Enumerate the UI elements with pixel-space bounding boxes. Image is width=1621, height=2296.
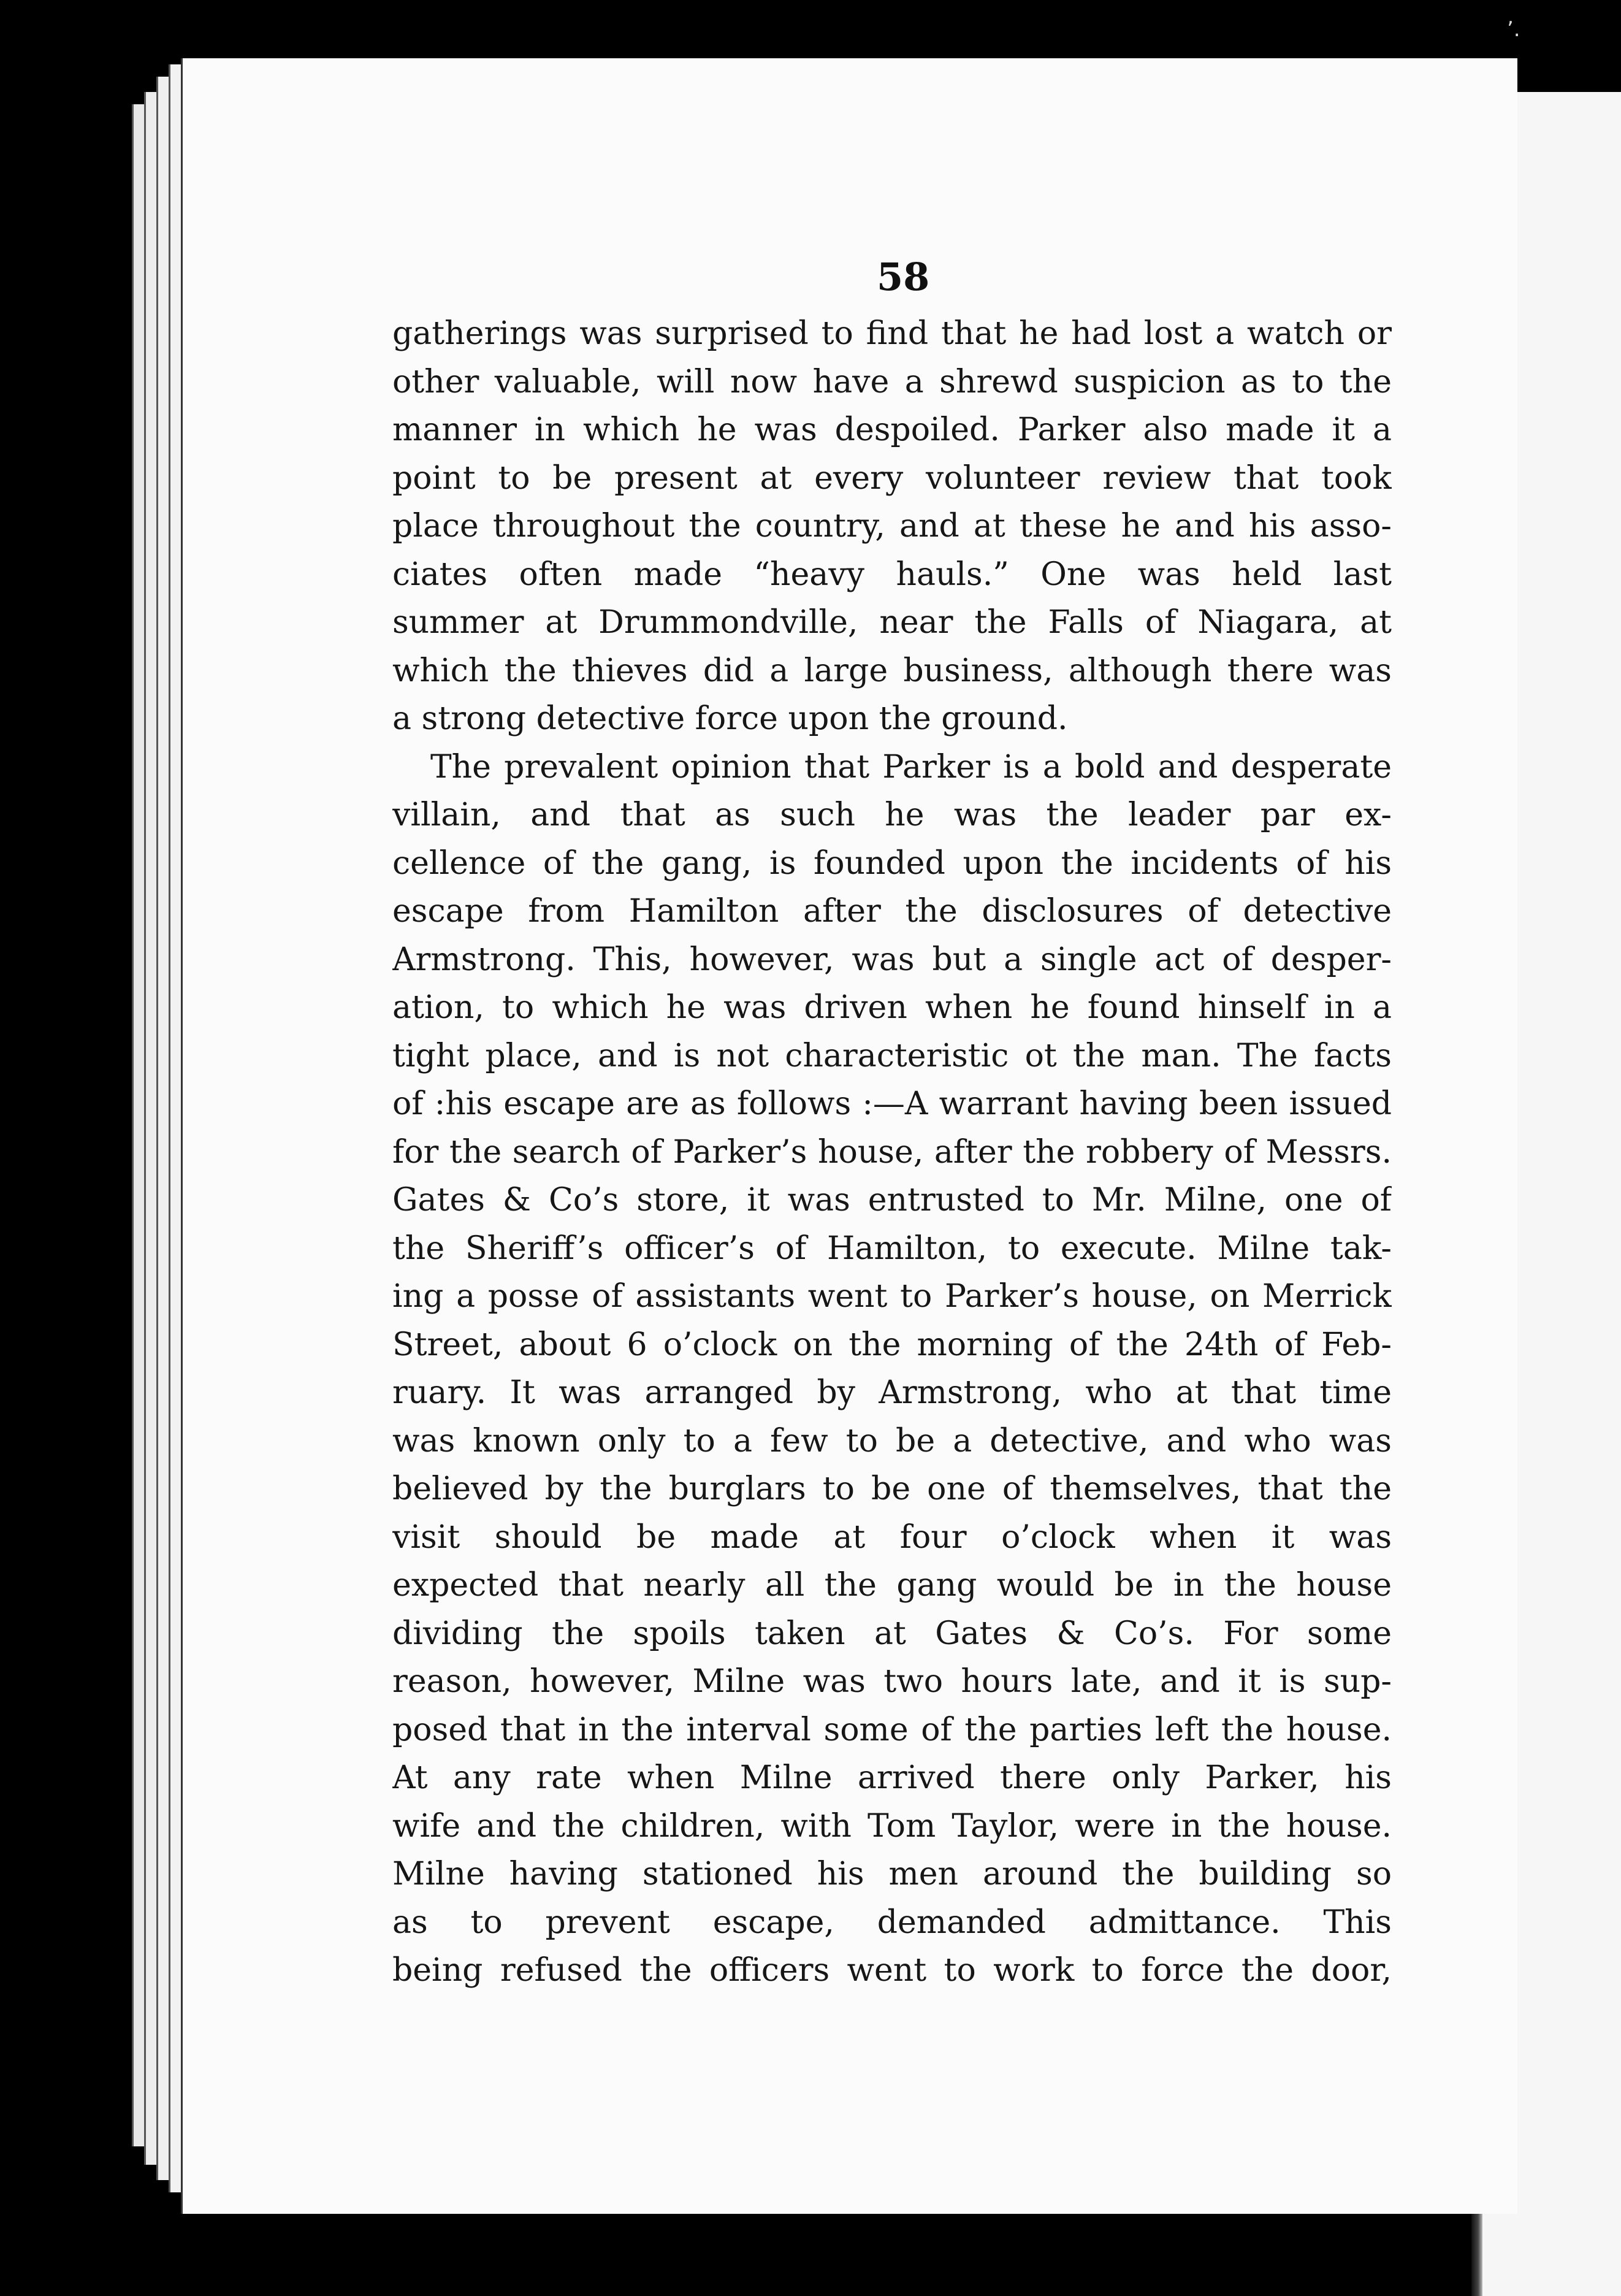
text-line: dividing the spoils taken at Gates & Co’s. For some bbox=[392, 1615, 1392, 1652]
text-line: which the thieves did a large business, although there was bbox=[392, 652, 1392, 689]
text-line: other valuable, will now have a shrewd suspicion as to the bbox=[392, 363, 1392, 400]
corner-mark: ʼ. bbox=[1507, 17, 1520, 42]
body-text bbox=[392, 310, 1392, 1995]
text-line: ciates often made “heavy hauls.” One was held last bbox=[392, 556, 1392, 593]
text-line: escape from Hamilton after the disclosures of detective bbox=[392, 893, 1392, 930]
text-line: ruary. It was arranged by Armstrong, who at that time bbox=[392, 1374, 1392, 1411]
text-line: Milne having stationed his men around the building so bbox=[392, 1856, 1392, 1892]
text-line: reason, however, Milne was two hours late, and it is sup- bbox=[392, 1663, 1392, 1700]
text-line: cellence of the gang, is founded upon the incidents of his bbox=[392, 844, 1392, 882]
text-line: point to be present at every volunteer review that took bbox=[392, 459, 1392, 497]
text-line: At any rate when Milne arrived there only Parker, his bbox=[392, 1759, 1392, 1796]
text-line: ation, to which he was driven when he found hinself in a bbox=[392, 989, 1392, 1026]
text-line: was known only to a few to be a detective, and who was bbox=[392, 1422, 1392, 1460]
text-line: visit should be made at four o’clock when it was bbox=[392, 1518, 1392, 1556]
text-line: ing a posse of assistants went to Parker’s house, on Merrick bbox=[392, 1278, 1392, 1315]
text-line: Gates & Co’s store, it was entrusted to Mr. Milne, one of bbox=[392, 1182, 1392, 1219]
text-line: wife and the children, with Tom Taylor, were in the house. bbox=[392, 1807, 1392, 1845]
text-line: as to prevent escape, demanded admittance. This bbox=[392, 1904, 1392, 1941]
text-line: summer at Drummondville, near the Falls of Niagara, at bbox=[392, 604, 1392, 641]
text-line: of :his escape are as follows :—A warrant having been issued bbox=[392, 1085, 1392, 1122]
text-line: the Sheriff’s officer’s of Hamilton, to execute. Milne tak- bbox=[392, 1230, 1392, 1267]
text-line: Street, about 6 o’clock on the morning of the 24th of Feb- bbox=[392, 1326, 1392, 1363]
text-line: villain, and that as such he was the leader par ex- bbox=[392, 797, 1392, 833]
page-number: 58 bbox=[877, 254, 930, 299]
text-line: a strong detective force upon the ground. bbox=[392, 700, 1068, 737]
text-line: gatherings was surprised to find that he had lost a watch or bbox=[392, 315, 1392, 352]
text-line: expected that nearly all the gang would be in the house bbox=[392, 1567, 1392, 1604]
text-line: place throughout the country, and at these he and his asso- bbox=[392, 508, 1392, 545]
text-line: for the search of Parker’s house, after the robbery of Messrs. bbox=[392, 1133, 1392, 1171]
text-line: Armstrong. This, however, was but a single act of desper- bbox=[392, 941, 1392, 978]
text-line: tight place, and is not characteristic ot the man. The facts bbox=[392, 1037, 1392, 1074]
text-line: manner in which he was despoiled. Parker also made it a bbox=[392, 411, 1392, 448]
text-line: being refused the officers went to work to force the door, bbox=[392, 1952, 1392, 1989]
text-line: posed that in the interval some of the parties left the house. bbox=[392, 1711, 1392, 1748]
text-line: The prevalent opinion that Parker is a bold and desperate bbox=[430, 748, 1392, 786]
text-line: believed by the burglars to be one of themselves, that the bbox=[392, 1471, 1392, 1507]
